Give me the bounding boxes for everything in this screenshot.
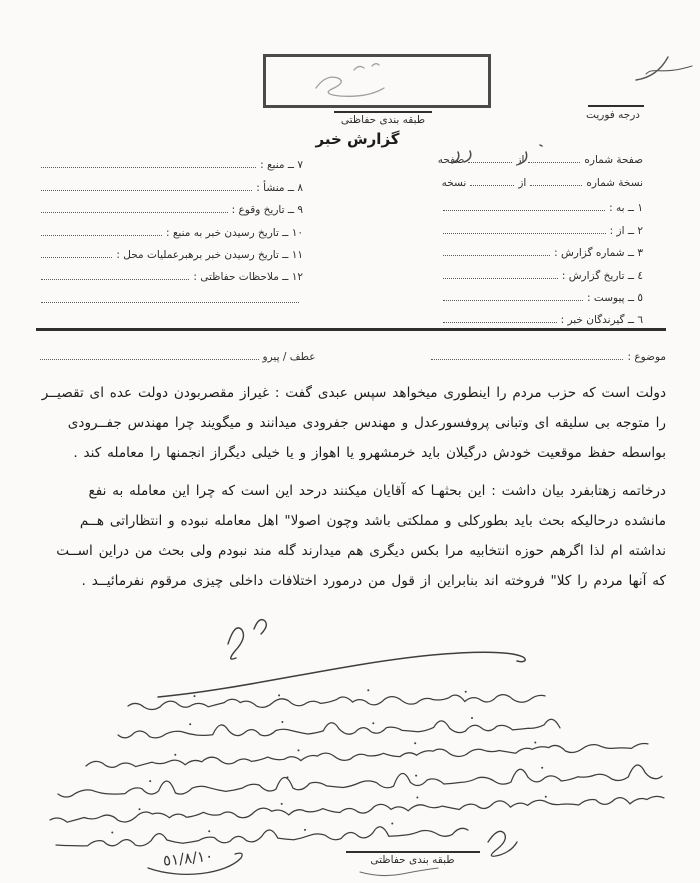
field-row-date-to-source [37, 216, 303, 238]
field-row-extra-blank [37, 283, 303, 305]
handwritten-date: ٥١/٨/١٠ [161, 846, 214, 870]
copy-of-label: از [518, 176, 527, 189]
field-row-from [439, 214, 643, 236]
fields-right-column [439, 192, 643, 326]
field-label: ٢ ــ از : [609, 224, 643, 237]
classification-overline [334, 111, 432, 113]
field-row-to [439, 192, 643, 214]
field-label: ٨ ــ منشأ : [256, 181, 303, 194]
urgency-label: درجه فوریت [586, 109, 640, 121]
reference-label: عطف / پیرو [262, 351, 316, 364]
page-number-row [405, 144, 643, 166]
field-blank [443, 321, 557, 323]
page-unit-label: صفحه [437, 154, 465, 167]
field-label: ١٢ ــ ملاحظات حفاظتی : [193, 271, 303, 284]
date-underline [148, 853, 242, 874]
field-label: ١١ ــ تاریخ رسیدن خبر برهبرعملیات محل : [116, 248, 303, 261]
field-row-report-date [439, 259, 643, 281]
check-mark-icon [636, 57, 692, 80]
signature-flourish [158, 620, 525, 697]
field-row-attachment [439, 282, 643, 304]
field-row-recipients [439, 304, 643, 326]
handwritten-annotation [50, 689, 664, 846]
field-blank [41, 234, 162, 236]
field-label: ١٠ ــ تاریخ رسیدن خبر به منبع : [165, 226, 303, 239]
field-blank [443, 232, 606, 234]
page-number-field [528, 161, 580, 163]
stamp-box [263, 54, 491, 108]
field-label: ٥ ــ پیوست : [587, 291, 643, 304]
field-row-event-date [37, 194, 303, 216]
field-blank [41, 211, 228, 213]
page-number-label: صفحة شماره [584, 154, 643, 167]
classification-top-label: طبقه بندی حفاظتی [340, 114, 426, 126]
reference-blank [40, 358, 259, 360]
footer-classification-overline [346, 851, 480, 853]
field-row-date-to-ops [37, 239, 303, 261]
field-blank [443, 254, 550, 256]
field-blank [443, 277, 558, 279]
page-of-label: از [516, 154, 525, 167]
field-blank [41, 301, 299, 303]
report-body-line: دولت است که حزب مردم را اینطوری میخواهد سپس عبدی گفت : غیراز مقصربودن دولت عده ای تقصیــر [41, 385, 666, 401]
field-row-origin [37, 171, 303, 193]
subject-blank [431, 358, 623, 360]
field-label: ٧ ــ منبع : [260, 159, 303, 172]
field-blank [41, 256, 112, 258]
report-body-line: مانشده درحالیکه بحث باید بطورکلی و مملکتی باشد وچون اصولا" اهل معامله نبوده و انتظاراتی هــم [79, 513, 666, 529]
field-row-security-notes [37, 261, 303, 283]
report-body-line: نداشته ام لذا اگرهم حوزه انتخابیه مرا بکس دیگری هم میدارند گله مند نبودم ولی بحث من دراین اســت [56, 543, 666, 559]
report-body-line: درخاتمه زهتابفرد بیان داشت : این بحثهـا که آقایان میکنند درحد این است که چرا این معامله به نفع [88, 483, 666, 499]
field-label: ٣ ــ شماره گزارش : [554, 247, 643, 260]
page-total-field [468, 161, 512, 163]
report-body-line: بواسطه حفظ موقعیت خودش درگیلان باید خرمشهرو یا اهواز و یا خیلی دیگراز انجمنها را معامله کند . [73, 445, 666, 461]
field-label: ٩ ــ تاریخ وقوع : [231, 204, 303, 217]
report-body [34, 378, 666, 596]
classification-bottom-label: طبقه بندی حفاظتی [370, 854, 455, 866]
field-blank [41, 278, 189, 280]
field-blank [443, 299, 583, 301]
field-blank [443, 209, 605, 211]
subject-row [36, 341, 666, 363]
field-row-source [37, 149, 303, 171]
fields-left-column [37, 149, 303, 306]
field-label: ٤ ــ تاریخ گزارش : [561, 269, 643, 282]
field-row-report-number [439, 237, 643, 259]
field-blank [41, 166, 256, 168]
copy-number-label: نسخة شماره [586, 176, 643, 189]
copy-unit-label: نسخه [441, 176, 467, 189]
report-title: گزارش خبر [315, 130, 400, 148]
copy-number-row [405, 166, 643, 188]
copy-total-field [470, 184, 514, 186]
report-body-line: را متوجه بی سلیقه ای وتبانی پروفسورعدل و مهندس جفرودی میدانند و میگویند چرا مهندس جفــرودی [67, 415, 666, 431]
subject-label: موضوع : [627, 351, 666, 364]
section-divider [36, 328, 666, 331]
urgency-overline [588, 105, 644, 107]
field-blank [41, 189, 252, 191]
field-label: ١ ــ به : [609, 202, 643, 215]
copy-number-field [530, 184, 582, 186]
page-copy-meta [405, 144, 643, 189]
field-label: ٦ ــ گیرندگان خبر : [560, 314, 643, 327]
report-body-line: که آنها مردم را کلا" فروخته اند بنابراین از قول من درمورد اختلافات داخلی چیزی مرقوم نفرمائیــد . [81, 573, 666, 589]
